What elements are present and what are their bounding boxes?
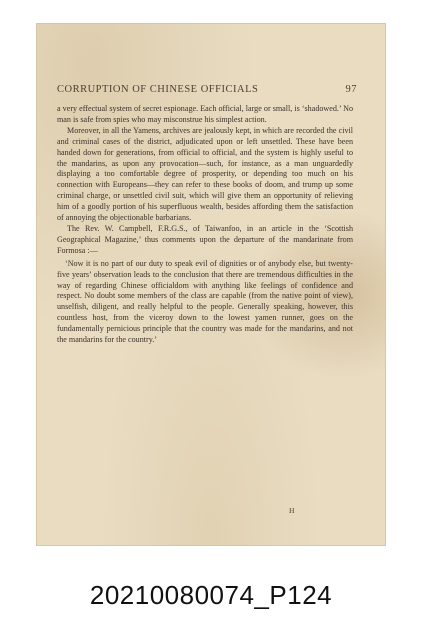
signature-mark: H: [289, 506, 295, 515]
running-header: [57, 84, 357, 95]
body-text: [57, 104, 353, 346]
book-page: [37, 24, 385, 545]
page-number: 97: [345, 84, 357, 95]
paragraph: The Rev. W. Campbell, F.R.G.S., of Taiwanfoo, in an article in the ‘Scottish Geographical Magazine,’ thus comments upon the departure of the mandarinate from Formosa :—: [57, 223, 353, 255]
paragraph: a very effectual system of secret espionage. Each official, large or small, is ‘shadowed.’ No man is safe from spies who may misconstrue his simplest action.: [57, 104, 353, 124]
image-caption: 20210080074_P124: [89, 580, 333, 610]
running-title: CORRUPTION OF CHINESE OFFICIALS: [57, 84, 259, 95]
block-quote: ‘Now it is no part of our duty to speak evil of dignities or of anybody else, but twenty-five years’ observation leads to the conclusion that there are tremendous difficulties in the way of regarding Chinese officialdom with anything like feelings of confidence and respect. No doubt some members of the class are capable (from the native point of view), unselfish, diligent, and really helpful to the people. Generally speaking, however, this countless host, from the viceroy down to the lowest yamen runner, goes on the fundamentally pernicious principle that the country was made for the mandarins, and not the mandarins for the country.’: [57, 258, 353, 345]
paragraph: Moreover, in all the Yamens, archives are jealously kept, in which are recorded the civil and criminal cases of the district, adjudicated upon or left unsettled. These have been handed down for generations, from official to official, and the system is highly useful to the mandarins, as upon any provocation—such, for instance, as a man unguardedly displaying a too comfortable degree of prosperity, or depending too much on his connection with Europeans—they can refer to these books of doom, and trump up some criminal charge, or unsettled civil suit, which will give them an opportunity of relieving him of a goodly portion of his superfluous wealth, besides affording them the satisfaction of annoying the objectionable barbarians.: [57, 125, 353, 223]
